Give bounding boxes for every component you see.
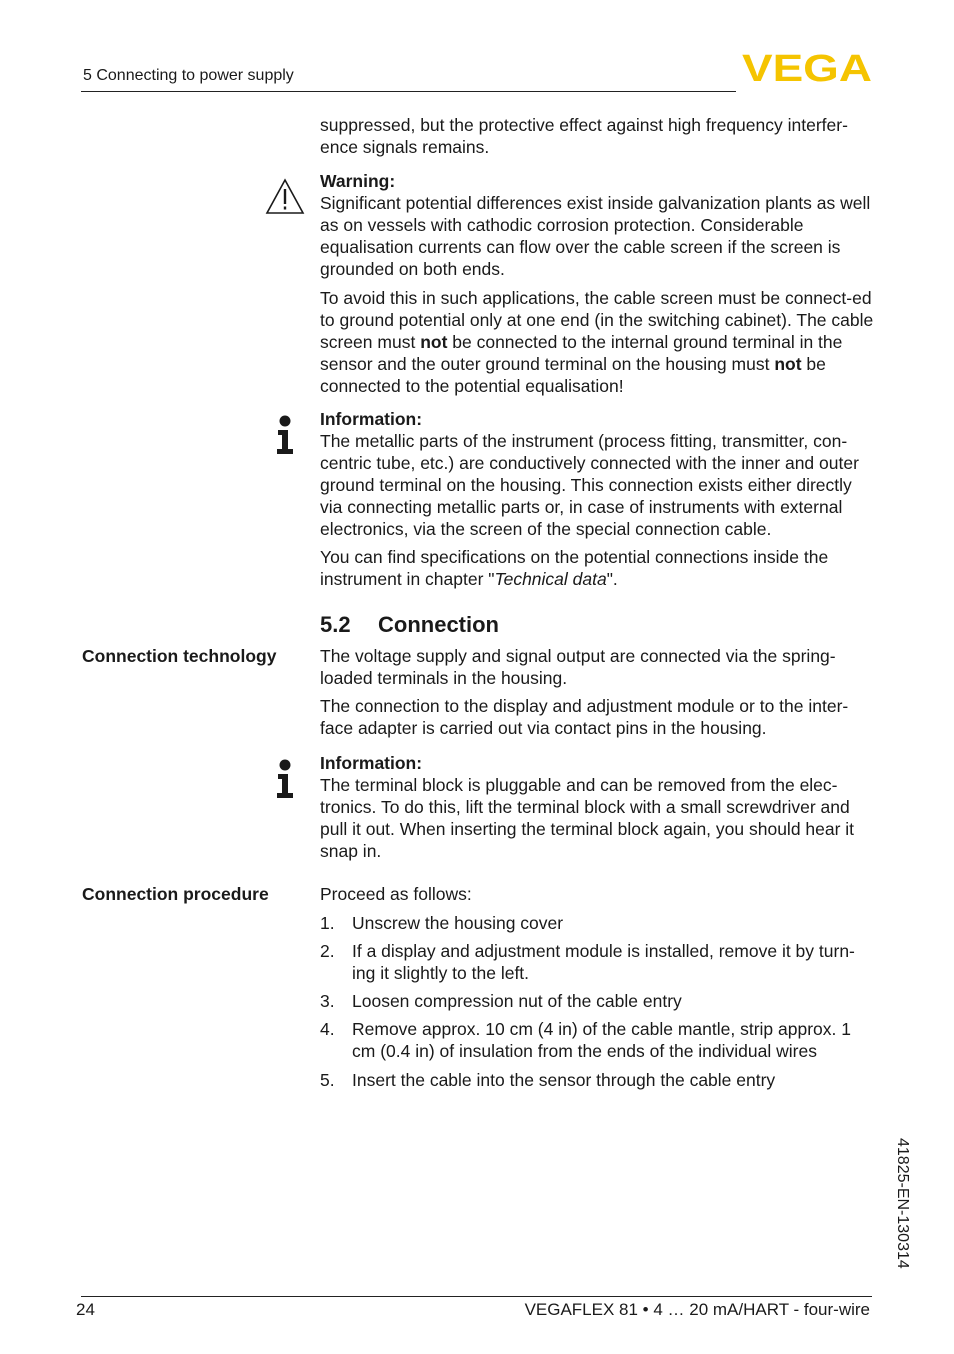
chapter-header: 5 Connecting to power supply [83, 67, 294, 84]
information-paragraph-3: The terminal block is pluggable and can be removed from the elec-tronics. To do this, lift the terminal block with a small screwdriver and pull it out. When inserting the terminal block again, you should hear it snap in. [320, 775, 855, 861]
section-heading [320, 612, 499, 638]
connection-technology-paragraph-2: The connection to the display and adjustment module or to the inter-face adapter is carried out via contact pins in the housing. [320, 696, 849, 738]
section-number: 5.2 [320, 612, 351, 637]
list-item [320, 912, 876, 934]
list-item [320, 1069, 876, 1091]
warning-paragraph-2: To avoid this in such applications, the cable screen must be connect-ed to ground potential only at one end (in the switching cabinet). The cable screen must not be connected to the internal ground terminal in the sensor and the outer ground terminal on the housing must not be connected to the potential equalisation! [320, 288, 874, 396]
footer-rule [81, 1296, 872, 1297]
connection-technology-block [320, 645, 876, 739]
information-block-1 [320, 408, 876, 590]
step-text: Unscrew the housing cover [352, 913, 564, 933]
step-number: 2. [320, 941, 335, 961]
intro-paragraph [320, 114, 876, 158]
information-paragraph-1: The metallic parts of the instrument (process fitting, transmitter, con-centric tube, etc.) are conductively connected with the inner and outer ground terminal on the housing. This connection exists either directly via connecting metallic parts or, in case of instruments with external electronics, via the screen of the special connection cable. [320, 431, 859, 539]
header-rule [81, 91, 736, 92]
information-block-2 [320, 752, 876, 862]
vega-logo [742, 50, 872, 84]
info-icon [274, 415, 296, 455]
logo-text: VEGA [742, 50, 872, 84]
step-number: 4. [320, 1019, 335, 1039]
step-text: Insert the cable into the sensor through the cable entry [352, 1070, 776, 1090]
intro-text: suppressed, but the protective effect against high frequency interfer-ence signals remains. [320, 115, 848, 157]
list-item [320, 990, 876, 1012]
step-number: 1. [320, 913, 335, 933]
list-item [320, 1018, 876, 1062]
step-number: 3. [320, 991, 335, 1011]
step-text: Remove approx. 10 cm (4 in) of the cable mantle, strip approx. 1 cm (0.4 in) of insulation from the ends of the individual wires [352, 1019, 851, 1061]
step-number: 5. [320, 1070, 335, 1090]
connection-procedure-intro: Proceed as follows: [320, 884, 472, 904]
document-number: 41825-EN-130314 [894, 1138, 911, 1269]
warning-paragraph-1: Significant potential differences exist inside galvanization plants as well as on vessels with cathodic corrosion protection. Considerable equalisation currents can flow over the cable screen if the screen is grounded on both ends. [320, 193, 871, 279]
info-icon [274, 759, 296, 799]
warning-title: Warning: [320, 171, 396, 191]
product-name: VEGAFLEX 81 • 4 … 20 mA/HART - four-wire [524, 1300, 870, 1319]
information-paragraph-2: You can find specifications on the potential connections inside the instrument in chapter "Technical data". [320, 547, 829, 589]
connection-technology-paragraph-1: The voltage supply and signal output are connected via the spring-loaded terminals in the housing. [320, 646, 836, 688]
step-text: If a display and adjustment module is installed, remove it by turn-ing it slightly to the left. [352, 941, 855, 983]
page-number: 24 [76, 1300, 95, 1319]
information-title-1: Information: [320, 409, 423, 429]
warning-icon [265, 178, 305, 215]
connection-procedure-label: Connection procedure [82, 884, 269, 904]
section-title: Connection [378, 612, 499, 637]
connection-technology-label: Connection technology [82, 646, 277, 666]
warning-block [320, 170, 876, 397]
list-item [320, 940, 876, 984]
information-title-2: Information: [320, 753, 423, 773]
step-text: Loosen compression nut of the cable entry [352, 991, 682, 1011]
